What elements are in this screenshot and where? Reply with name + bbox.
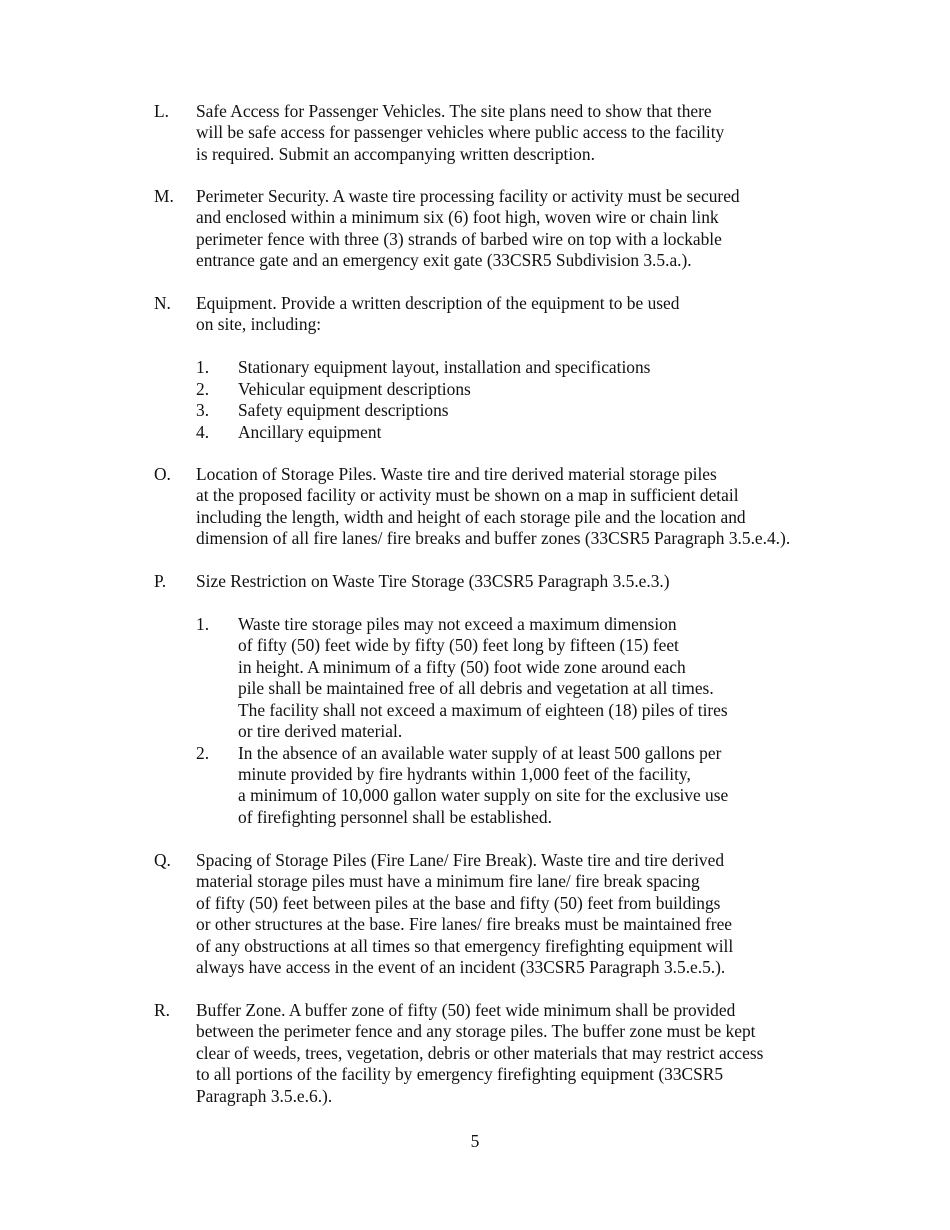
text-line: to all portions of the facility by emergency firefighting equipment (33CSR5	[196, 1064, 724, 1085]
text-line: Safety equipment descriptions	[238, 400, 449, 420]
text-line: Location of Storage Piles. Waste tire and tire derived material storage piles	[196, 464, 717, 484]
section-text	[196, 850, 856, 978]
section-marker: R.	[154, 1000, 170, 1020]
section-marker: M.	[154, 186, 174, 206]
text-line: pile shall be maintained free of all debris and vegetation at all times.	[238, 678, 714, 699]
text-line: including the length, width and height of each storage pile and the location and	[196, 506, 746, 527]
text-line: clear of weeds, trees, vegetation, debris or other materials that may restrict access	[196, 1042, 764, 1063]
list-marker: 1.	[196, 357, 210, 377]
text-line: The facility shall not exceed a maximum of eighteen (18) piles of tires	[238, 699, 728, 720]
section-text	[196, 571, 856, 592]
text-line: or other structures at the base. Fire lanes/ fire breaks must be maintained free	[196, 914, 733, 935]
text-line: material storage piles must have a minimum fire lane/ fire break spacing	[196, 871, 700, 892]
section-text	[196, 1000, 856, 1107]
section-marker: P.	[154, 571, 167, 591]
text-line: Waste tire storage piles may not exceed a maximum dimension	[238, 614, 677, 634]
text-line: Spacing of Storage Piles (Fire Lane/ Fire Break). Waste tire and tire derived	[196, 850, 725, 870]
list-text	[238, 743, 818, 829]
text-line: in height. A minimum of a fifty (50) foot wide zone around each	[238, 656, 686, 677]
section-text	[196, 293, 856, 336]
text-line: Paragraph 3.5.e.6.).	[196, 1085, 333, 1106]
text-line: of firefighting personnel shall be established.	[238, 806, 552, 827]
text-line: of fifty (50) feet wide by fifty (50) feet long by fifteen (15) feet	[238, 635, 679, 656]
text-line: Vehicular equipment descriptions	[238, 378, 471, 399]
text-line: at the proposed facility or activity must be shown on a map in sufficient detail	[196, 485, 739, 506]
text-line: Stationary equipment layout, installation and specifications	[238, 357, 651, 377]
section-marker: L.	[154, 101, 169, 121]
text-line: In the absence of an available water supply of at least 500 gallons per	[238, 742, 722, 763]
text-line: and enclosed within a minimum six (6) foot high, woven wire or chain link	[196, 207, 719, 228]
text-line: is required. Submit an accompanying written description.	[196, 143, 595, 164]
page-number: 5	[470, 1131, 480, 1151]
text-line: Perimeter Security. A waste tire processing facility or activity must be secured	[196, 186, 740, 206]
section-marker: O.	[154, 464, 171, 484]
list-marker: 2.	[196, 742, 210, 763]
list-marker: 2.	[196, 378, 210, 399]
text-line: perimeter fence with three (3) strands of barbed wire on top with a lockable	[196, 228, 722, 249]
text-line: a minimum of 10,000 gallon water supply on site for the exclusive use	[238, 785, 729, 806]
section-text	[196, 101, 856, 165]
text-line: dimension of all fire lanes/ fire breaks and buffer zones (33CSR5 Paragraph 3.5.e.4.).	[196, 528, 791, 549]
list-marker: 4.	[196, 421, 210, 442]
text-line: will be safe access for passenger vehicles where public access to the facility	[196, 122, 725, 143]
text-line: entrance gate and an emergency exit gate (33CSR5 Subdivision 3.5.a.).	[196, 250, 692, 271]
section-text	[196, 464, 856, 550]
text-line: Buffer Zone. A buffer zone of fifty (50) feet wide minimum shall be provided	[196, 1000, 736, 1020]
list-marker: 1.	[196, 614, 210, 634]
text-line: Size Restriction on Waste Tire Storage (33CSR5 Paragraph 3.5.e.3.)	[196, 571, 670, 591]
section-text	[196, 186, 856, 272]
text-line: minute provided by fire hydrants within 1,000 feet of the facility,	[238, 763, 691, 784]
section-marker: N.	[154, 293, 171, 313]
text-line: always have access in the event of an incident (33CSR5 Paragraph 3.5.e.5.).	[196, 956, 726, 977]
text-line: of any obstructions at all times so that emergency firefighting equipment will	[196, 935, 734, 956]
text-line: or tire derived material.	[238, 720, 403, 741]
list-marker: 3.	[196, 400, 210, 420]
text-line: Ancillary equipment	[238, 421, 382, 442]
text-line: on site, including:	[196, 314, 322, 335]
section-marker: Q.	[154, 850, 171, 870]
text-line: Equipment. Provide a written description of the equipment to be used	[196, 293, 680, 313]
text-line: between the perimeter fence and any storage piles. The buffer zone must be kept	[196, 1021, 756, 1042]
text-line: Safe Access for Passenger Vehicles. The site plans need to show that there	[196, 101, 712, 121]
list-text	[238, 614, 818, 742]
text-line: of fifty (50) feet between piles at the base and fifty (50) feet from buildings	[196, 892, 721, 913]
